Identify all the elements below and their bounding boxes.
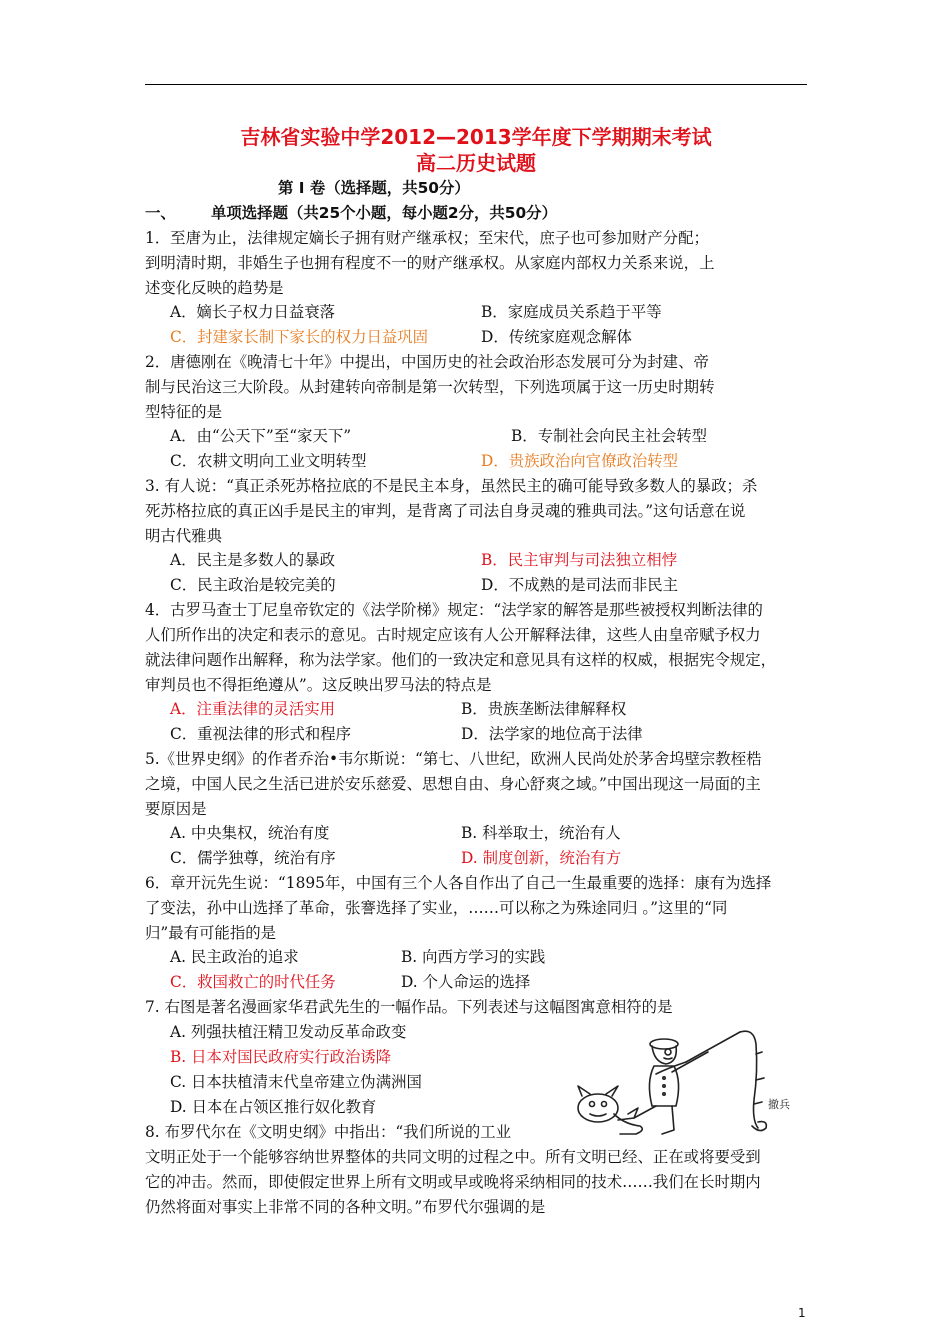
q2-stem-3: 型特征的是 bbox=[145, 403, 222, 421]
q1-option-a: A．嫡长子权力日益衰落 bbox=[170, 303, 336, 321]
section-heading: 第 Ⅰ 卷（选择题，共50分） bbox=[278, 179, 470, 197]
q7-option-c: C. 日本扶植清末代皇帝建立伪满洲国 bbox=[170, 1073, 422, 1091]
q3-option-b: B．民主审判与司法独立相悖 bbox=[481, 551, 677, 569]
q1-option-d: D．传统家庭观念解体 bbox=[481, 328, 632, 346]
q1-stem-3: 述变化反映的趋势是 bbox=[145, 279, 284, 297]
q8-stem-2: 文明正处于一个能够容纳世界整体的共同文明的过程之中。所有文明已经、正在或将要受到 bbox=[145, 1148, 761, 1166]
q1-option-c: C．封建家长制下家长的权力日益巩固 bbox=[170, 328, 429, 346]
q3-option-a: A．民主是多数人的暴政 bbox=[170, 551, 336, 569]
q4-stem-3: 就法律问题作出解释，称为法学家。他们的一致决定和意见具有这样的权威，根据宪令规定， bbox=[145, 651, 777, 669]
q3-option-c: C．民主政治是较完美的 bbox=[170, 576, 336, 594]
q6-option-c: C．救国救亡的时代任务 bbox=[170, 973, 336, 991]
q6-option-a: A. 民主政治的追求 bbox=[170, 948, 299, 966]
q5-option-a: A. 中央集权，统治有度 bbox=[170, 824, 330, 842]
q5-stem-3: 要原因是 bbox=[145, 800, 207, 818]
q4-option-c: C．重视法律的形式和程序 bbox=[170, 725, 352, 743]
q4-stem-4: 审判员也不得拒绝遵从”。这反映出罗马法的特点是 bbox=[145, 676, 492, 694]
q7-option-a: A. 列强扶植汪精卫发动反革命政变 bbox=[170, 1023, 407, 1041]
q1-option-b: B．家庭成员关系趋于平等 bbox=[481, 303, 662, 321]
q6-stem-3: 归”最有可能指的是 bbox=[145, 924, 276, 942]
q6-option-d: D. 个人命运的选择 bbox=[401, 973, 531, 991]
exam-subtitle: 高二历史试题 bbox=[416, 151, 536, 175]
q8-stem-4: 仍然将面对事实上非常不同的各种文明。”布罗代尔强调的是 bbox=[145, 1198, 546, 1216]
q3-stem-2: 死苏格拉底的真正凶手是民主的审判，是背离了司法自身灵魂的雅典司法。”这句话意在说 bbox=[145, 502, 746, 520]
q5-stem-2: 之境，中国人民之生活已进於安乐慈爱、思想自由、身心舒爽之域。”中国出现这一局面的主 bbox=[145, 775, 761, 793]
q2-option-d: D．贵族政治向官僚政治转型 bbox=[481, 452, 679, 470]
q8-stem-1: 8. 布罗代尔在《文明史纲》中指出：“我们所说的工业 bbox=[145, 1123, 512, 1141]
q3-stem-3: 明古代雅典 bbox=[145, 527, 222, 545]
q5-stem-1: 5.《世界史纲》的作者乔治•韦尔斯说：“第七、八世纪，欧洲人民尚处於茅舍坞壁宗教桎梏 bbox=[145, 750, 762, 768]
q6-stem-1: 6．章开沅先生说：“1895年，中国有三个人各自作出了自己一生最重要的选择：康有为选择 bbox=[145, 874, 772, 892]
page-number: 1 bbox=[798, 1306, 806, 1320]
q2-option-b: B．专制社会向民主社会转型 bbox=[511, 427, 707, 445]
header-rule bbox=[145, 84, 807, 85]
q3-stem-1: 3. 有人说：“真正杀死苏格拉底的不是民主本身，虽然民主的确可能导致多数人的暴政；杀 bbox=[145, 477, 758, 495]
q6-stem-2: 了变法，孙中山选择了革命，张謇选择了实业，……可以称之为殊途同归 。”这里的“同 bbox=[145, 899, 728, 917]
q7-option-b: B. 日本对国民政府实行政治诱降 bbox=[170, 1048, 392, 1066]
q2-stem-2: 制与民治这三大阶段。从封建转向帝制是第一次转型，下列选项属于这一历史时期转 bbox=[145, 378, 715, 396]
q7-stem: 7. 右图是著名漫画家华君武先生的一幅作品。下列表述与这幅图寓意相符的是 bbox=[145, 998, 673, 1016]
cartoon-caption: 撤兵 bbox=[768, 1098, 790, 1111]
q8-stem-3: 它的冲击。然而，即使假定世界上所有文明或早或晚将采纳相同的技术……我们在长时期内 bbox=[145, 1173, 761, 1191]
q3-option-d: D．不成熟的是司法而非民主 bbox=[481, 576, 679, 594]
q5-option-b: B. 科举取士，统治有人 bbox=[461, 824, 621, 842]
cartoon-illustration bbox=[568, 1022, 808, 1140]
part-heading: 单项选择题（共25个小题，每小题2分，共50分） bbox=[211, 204, 557, 222]
q1-stem-2: 到明清时期，非婚生子也拥有程度不一的财产继承权。从家庭内部权力关系来说，上 bbox=[145, 254, 715, 272]
exam-title: 吉林省实验中学2012—2013学年度下学期期末考试 bbox=[240, 125, 712, 149]
q5-option-c: C．儒学独尊，统治有序 bbox=[170, 849, 336, 867]
q4-option-d: D．法学家的地位高于法律 bbox=[461, 725, 643, 743]
q4-stem-1: 4．古罗马查士丁尼皇帝钦定的《法学阶梯》规定：“法学家的解答是那些被授权判断法律的 bbox=[145, 601, 763, 619]
part-number: 一、 bbox=[145, 204, 176, 222]
q2-stem-1: 2．唐德刚在《晚清七十年》中提出，中国历史的社会政治形态发展可分为封建、帝 bbox=[145, 353, 709, 371]
q4-option-b: B．贵族垄断法律解释权 bbox=[461, 700, 627, 718]
q4-option-a: A．注重法律的灵活实用 bbox=[170, 700, 336, 718]
q7-option-d: D. 日本在占领区推行奴化教育 bbox=[170, 1098, 377, 1116]
q2-option-a: A．由“公天下”至“家天下” bbox=[170, 427, 352, 445]
q2-option-c: C．农耕文明向工业文明转型 bbox=[170, 452, 367, 470]
q4-stem-2: 人们所作出的决定和表示的意见。古时规定应该有人公开解释法律，这些人由皇帝赋予权力 bbox=[145, 626, 761, 644]
q1-stem-1: 1．至唐为止，法律规定嫡长子拥有财产继承权；至宋代，庶子也可参加财产分配； bbox=[145, 229, 709, 247]
q5-option-d: D. 制度创新，统治有方 bbox=[461, 849, 622, 867]
q6-option-b: B. 向西方学习的实践 bbox=[401, 948, 546, 966]
